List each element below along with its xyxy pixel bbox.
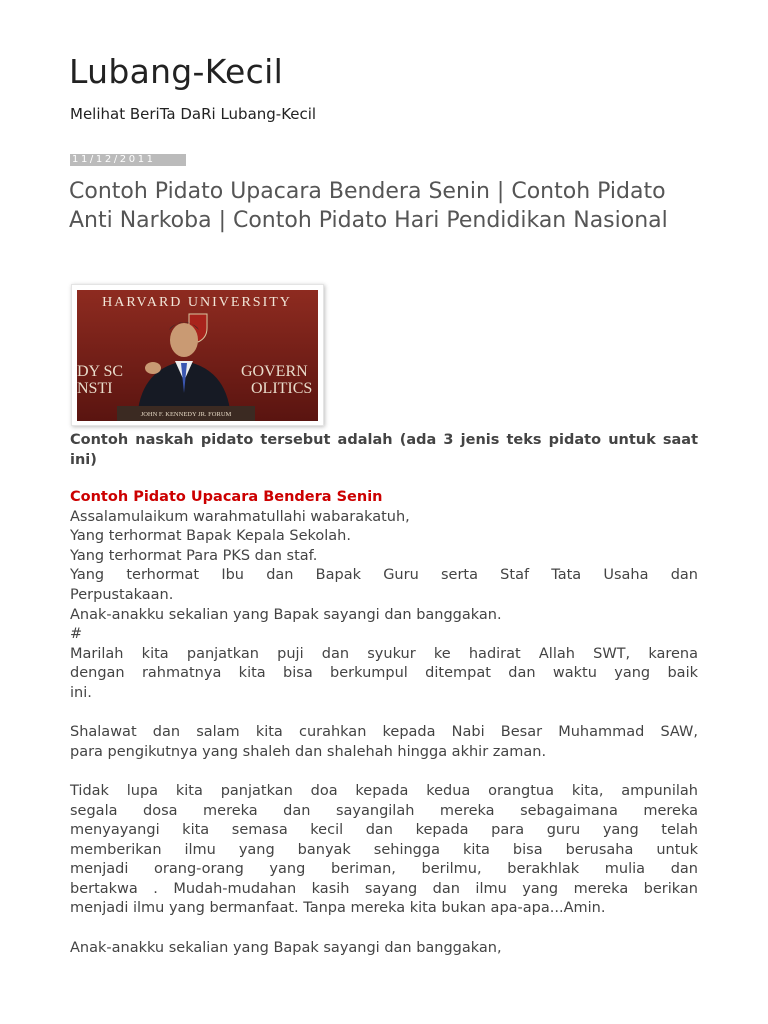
paragraph-line: memberikan ilmu yang banyak sehingga kita bisa berusaha untuk [70, 841, 698, 858]
paragraph-line: para pengikutnya yang shaleh dan shalehah hingga akhir zaman. [70, 743, 547, 760]
paragraph-line: Shalawat dan salam kita curahkan kepada Nabi Besar Muhammad SAW, [70, 724, 698, 741]
paragraph-line: segala dosa mereka dan sayangilah mereka sebagaimana mereka [70, 802, 698, 819]
greeting-line: Assalamulaikum warahmatullahi wabarakatuh, [70, 508, 410, 525]
greeting-line: Yang terhormat Para PKS dan staf. [70, 547, 318, 564]
backdrop-text-2: GOVERN [241, 363, 308, 380]
paragraph-line: bertakwa . Mudah-mudahan kasih sayang dan ilmu yang mereka berikan [70, 880, 698, 897]
post-image[interactable] [71, 284, 324, 426]
paragraph-line: dengan rahmatnya kita bisa berkumpul ditempat dan waktu yang baik [70, 665, 698, 682]
podium-text: JOHN F. KENNEDY JR. FORUM [140, 411, 232, 418]
post-title[interactable]: Contoh Pidato Upacara Bendera Senin | Contoh Pidato Anti Narkoba | Contoh Pidato Hari Pendidikan Nasional [69, 179, 668, 233]
paragraph-line: Tidak lupa kita panjatkan doa kepada kedua orangtua kita, ampunilah [70, 782, 698, 799]
backdrop-text-1: DY SC [77, 363, 124, 380]
section-heading: Contoh Pidato Upacara Bendera Senin [70, 489, 383, 505]
paragraph-line: Anak-anakku sekalian yang Bapak sayangi dan banggakan, [70, 939, 502, 956]
paragraph-line: menjadi ilmu yang bermanfaat. Tanpa mereka kita bukan apa-apa...Amin. [70, 900, 606, 917]
greeting-line: Yang terhormat Ibu dan Bapak Guru serta Staf Tata Usaha dan [70, 567, 698, 584]
paragraph-line: menyayangi kita semasa kecil dan kepada para guru yang telah [70, 822, 698, 839]
paragraph-line: menjadi orang-orang yang beriman, berilmu, berakhlak mulia dan [70, 861, 698, 878]
backdrop-text-3: NSTI [77, 380, 113, 397]
paragraph-line: Marilah kita panjatkan puji dan syukur ke hadirat Allah SWT, karena [70, 645, 698, 662]
greeting-line: Anak-anakku sekalian yang Bapak sayangi dan banggakan. [70, 606, 502, 623]
post-date: 11/12/2011 [70, 154, 186, 166]
backdrop-text-4: OLITICS [251, 380, 313, 397]
speaker-photo [77, 290, 318, 421]
speaker-head [170, 323, 198, 357]
blog-description: Melihat BeriTa DaRi Lubang-Kecil [70, 105, 317, 123]
banner-text: HARVARD UNIVERSITY [102, 295, 292, 310]
paragraph-line: ini. [70, 684, 92, 701]
post-body [70, 488, 698, 958]
post-intro: Contoh naskah pidato tersebut adalah (ada 3 jenis teks pidato untuk saat ini) [70, 432, 698, 468]
greeting-line: Perpustakaan. [70, 586, 174, 603]
greeting-line: Yang terhormat Bapak Kepala Sekolah. [70, 528, 351, 545]
blog-title[interactable]: Lubang-Kecil [69, 52, 284, 91]
greeting-line: # [70, 626, 83, 643]
